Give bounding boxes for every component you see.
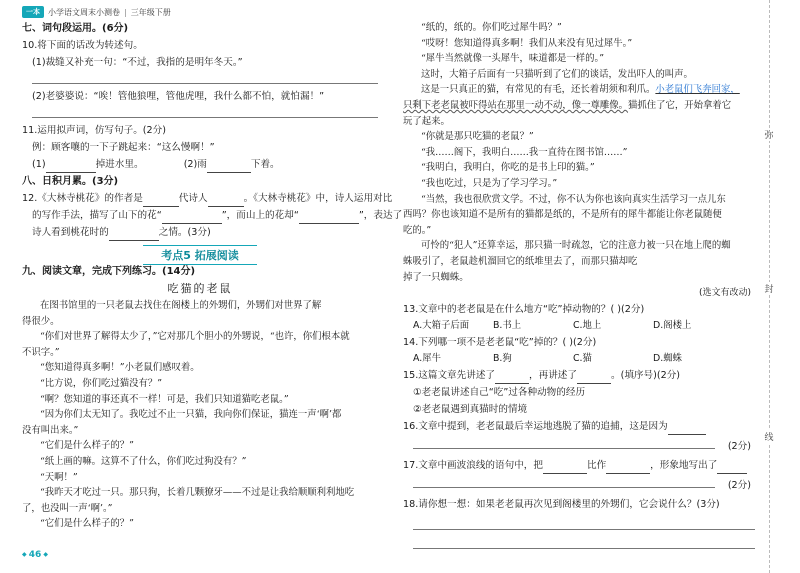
question-15 — [403, 367, 755, 384]
q12-blank-5[interactable] — [109, 230, 159, 241]
q15-text-a: 15.这篇文章先讲述了 — [403, 370, 496, 382]
binding-char: 弥 — [762, 128, 776, 141]
q11-2-suffix: 下着。 — [250, 159, 280, 170]
q15-text-b: ，再讲述了 — [529, 370, 577, 382]
q11-1-suffix: 掉进水里。 — [95, 159, 144, 170]
q16-blank[interactable] — [668, 424, 706, 435]
story-line: “我昨天才吃过一只。那只狗，长着几颗獠牙——不过是让我给顺顺利利地吃 — [40, 487, 355, 499]
page-header — [22, 5, 171, 19]
question-17-answer-row — [403, 477, 755, 494]
answer-line-10-1[interactable] — [32, 73, 378, 84]
q17-score: (2分) — [727, 480, 751, 492]
q12-text-e: ”，而山上的花却“ — [221, 210, 299, 221]
story-text: 这是一只真正的猫，有常见的有毛，还长着胡须和利爪。 — [421, 84, 656, 96]
story-line — [403, 98, 755, 114]
q11-1-prefix: (1) — [32, 159, 46, 170]
q12-text-d: 的写作手法，描写了山下的花“ — [32, 210, 162, 221]
story-line: “我……阁下，我明白……我一直待在图书馆……” — [421, 146, 628, 158]
q15-blank-2[interactable] — [577, 373, 611, 384]
q17-text-a: 17.文章中画波浪线的语句中，把 — [403, 460, 543, 472]
header-separator: | — [124, 7, 127, 17]
question-13-options — [403, 318, 755, 334]
question-11: 11.运用拟声词，仿写句子。(2分) — [22, 125, 166, 136]
story-line: 可怜的“犯人”还算幸运，那只猫一时疏忽，它的注意力被一只在地上爬的蜘 — [421, 240, 731, 252]
q17-blank-2[interactable] — [606, 463, 650, 474]
section-9-title: 九、阅读文章，完成下列练习。(14分) — [22, 266, 196, 277]
q12-blank-2[interactable] — [208, 196, 244, 207]
question-16-answer-row — [403, 438, 755, 455]
story-line: “啊？您知道的事还真不一样！可是，我们只知道猫吃老鼠。” — [40, 393, 289, 405]
question-12-line-1 — [22, 190, 393, 207]
answer-line-18-1[interactable] — [413, 519, 755, 530]
binding-char: 封 — [762, 282, 776, 295]
question-11-example: 例：顾客嚷的一下子跳起来：“这么慢啊！” — [32, 142, 215, 153]
option[interactable]: A.大箱子后面 — [413, 320, 470, 332]
answer-line-18-2[interactable] — [413, 538, 755, 549]
underlined-sentence: 小老鼠们飞奔回家， — [655, 84, 740, 96]
binding-char: 线 — [762, 430, 776, 443]
story-line: 西吗？你也该知道不是所有的猫都是纸的，不是所有的犀牛都能让你老鼠随便 — [403, 209, 722, 221]
story-line: 在图书馆里的一只老鼠去找住在阁楼上的外甥们，外甥们对世界了解 — [40, 300, 322, 311]
q12-text-b: 代诗人 — [178, 193, 208, 204]
q12-text-a: 12.《大林寺桃花》的作者是 — [22, 193, 143, 204]
story-line: “我明白，我明白，你吃的是书上印的猫。” — [421, 162, 595, 174]
q12-blank-1[interactable] — [143, 196, 179, 207]
right-column — [403, 20, 755, 553]
story-line: “您知道得真多啊！”小老鼠们感叹着。 — [40, 362, 200, 374]
option[interactable]: D.阁楼上 — [653, 320, 692, 332]
story-line: 掉了一只蜘蛛。 — [403, 271, 469, 283]
section-8-title: 八、日积月累。(3分) — [22, 176, 119, 187]
story-line: “它们是什么样子的？” — [40, 440, 134, 452]
answer-line-17[interactable] — [413, 477, 715, 488]
page-number: ◆ 46 ◆ — [22, 550, 48, 560]
question-18: 18.请你想一想：如果老老鼠再次见到阁楼里的外甥们，它会说什么？(3分) — [403, 499, 720, 511]
option[interactable]: C.猫 — [573, 353, 592, 365]
question-10: 10.将下面的话改为转述句。 — [22, 40, 143, 51]
topic-banner — [22, 244, 378, 262]
q16-score: (2分) — [727, 441, 751, 453]
q17-blank-1[interactable] — [543, 463, 587, 474]
story-line: 吃的。” — [403, 224, 432, 236]
wavy-underlined-sentence: 只剩下老老鼠被吓得站在那里一动不动，像一尊雕像。 — [403, 99, 629, 111]
option[interactable]: B.书上 — [493, 320, 522, 332]
story-line: “天啊！” — [40, 471, 78, 483]
story-line: 这时，大箱子后面有一只猫听到了它们的谈话，发出吓人的叫声。 — [421, 68, 693, 80]
book-title: 小学语文周末小测卷 — [48, 7, 120, 17]
story-line: 玩了起来。 — [403, 115, 450, 127]
story-line: “它们是什么样子的？” — [40, 518, 134, 530]
story-line: 得很少。 — [22, 315, 60, 327]
story-title: 吃猫的老鼠 — [167, 282, 233, 295]
story-line: 蛛吸引了，老鼠趁机溜回它的纸堆里去了，而那只猫却吃 — [403, 255, 638, 267]
question-16 — [403, 418, 755, 435]
option[interactable]: C.地上 — [573, 320, 602, 332]
question-14-options — [403, 351, 755, 367]
q12-text-g: 诗人看到桃花时的 — [32, 227, 109, 238]
story-line: “你就是那只吃猫的老鼠？” — [421, 131, 534, 143]
story-line: “哎呀！您知道得真多啊！我们从来没有见过犀牛。” — [421, 37, 633, 49]
story-text: 猫抓住了它，开始拿着它 — [628, 99, 732, 111]
grade-label: 三年级下册 — [130, 7, 171, 17]
story-line: “当然，我也很欣赏文学。不过，你不认为你也该向真实生活学习一点儿东 — [421, 193, 726, 205]
question-13: 13.文章中的老老鼠是在什么地方“吃”掉动物的？( )(2分) — [403, 304, 645, 316]
question-15-item-2: ②老老鼠遇到真猫时的情境 — [413, 404, 528, 416]
q11-2-blank[interactable] — [207, 162, 251, 173]
q17-text-b: 比作 — [586, 460, 607, 472]
question-17 — [403, 457, 755, 474]
question-10-1: (1)裁缝又补充一句：“不过，我指的是明年冬天。” — [32, 57, 243, 68]
story-line: “你们对世界了解得太少了，”它对那几个胆小的外甥说，“也许，你们根本就 — [40, 331, 350, 343]
question-11-items — [22, 156, 378, 173]
story-line: “我也吃过，只是为了学习学习。” — [421, 177, 558, 189]
q16-text: 16.文章中提到，老老鼠最后幸运地逃脱了猫的追捕，这是因为 — [403, 421, 668, 433]
story-line: “比方说，你们吃过猫没有？” — [40, 377, 163, 389]
q11-2-prefix: (2)雨 — [183, 159, 207, 170]
question-15-item-1: ①老老鼠讲述自己“吃”过各种动物的经历 — [413, 387, 586, 399]
story-line: 不识字。” — [22, 346, 60, 358]
option[interactable]: D.蜘蛛 — [653, 353, 682, 365]
question-12-line-3 — [22, 224, 378, 241]
q12-blank-3[interactable] — [162, 213, 222, 224]
story-line: 了，也没叫一声‘啊’。” — [22, 502, 113, 514]
q15-blank-1[interactable] — [495, 373, 529, 384]
source-note: (选文有改动) — [698, 288, 751, 299]
q12-blank-4[interactable] — [299, 213, 359, 224]
q12-text-f: ”，表达了 — [358, 210, 403, 221]
story-line: “纸的，纸的。你们吃过犀牛吗？” — [421, 22, 562, 33]
story-line: “纸上画的嘛。这算不了什么，你们吃过狗没有？” — [40, 455, 247, 467]
answer-line-16[interactable] — [413, 438, 715, 449]
topic-title: 考点5 拓展阅读 — [143, 245, 256, 265]
story-line — [403, 82, 755, 98]
story-line: 没有叫出来。” — [22, 424, 79, 436]
q11-1-blank[interactable] — [46, 162, 96, 173]
brand-badge: 一本 — [22, 6, 44, 18]
q12-text-h: 之情。(3分) — [158, 227, 211, 238]
left-column — [22, 20, 403, 532]
answer-line-10-2[interactable] — [32, 107, 378, 118]
story-line: “因为你们太无知了。我吃过不止一只猫，我向你们保证，猫连一声‘啊’都 — [40, 409, 342, 421]
question-12-line-2 — [22, 207, 403, 224]
q15-text-c: 。(填序号)(2分) — [610, 370, 681, 382]
q17-blank-3[interactable] — [717, 463, 747, 474]
question-10-2: (2)老婆婆说：“唉！管他狼哩，管他虎哩，我什么都不怕，就怕漏！” — [32, 91, 325, 102]
question-14: 14.下列哪一项不是老老鼠“吃”掉的？( )(2分) — [403, 337, 597, 349]
q17-text-c: ，形象地写出了 — [650, 460, 718, 472]
option[interactable]: B.狗 — [493, 353, 512, 365]
section-7-title: 七、词句段运用。(6分) — [22, 23, 129, 34]
option[interactable]: A.犀牛 — [413, 353, 441, 365]
q12-text-c: 。《大林寺桃花》中，诗人运用对比 — [243, 193, 393, 204]
story-line: “犀牛当然就像一头犀牛，味道都是一样的。” — [421, 53, 605, 65]
